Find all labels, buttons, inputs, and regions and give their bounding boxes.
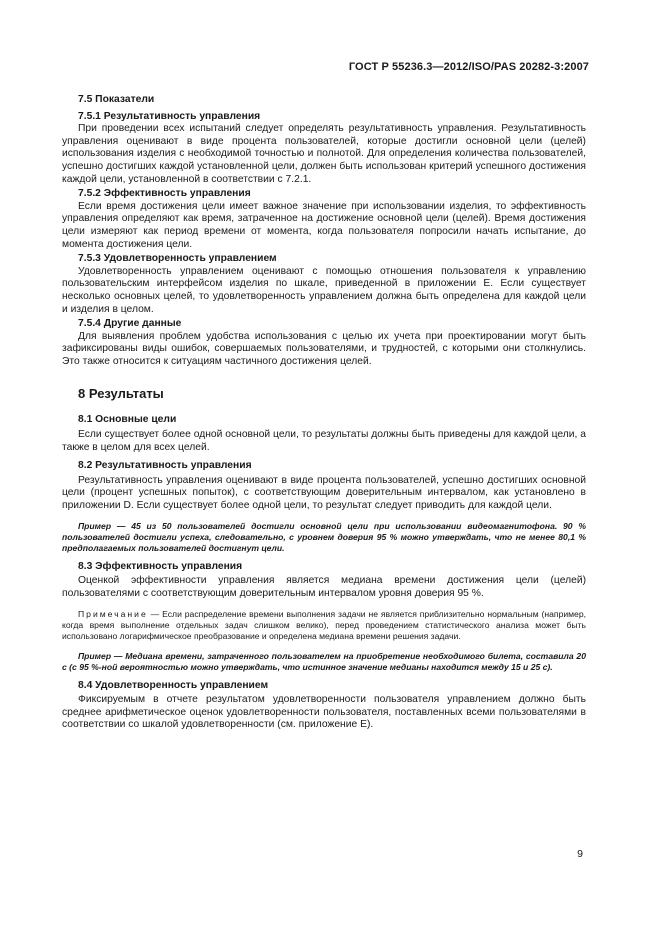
page-body [62,94,586,732]
section-7-5-4-text: Для выявления проблем удобства использования с целью их учета при проектировании могут быть зафиксированы виды ошибок, совершаемых пользователями, и трудностей, с которыми они столкнулись. Это также относится к ситуациям частичного достижения целей. [62,330,586,367]
section-8-2-title: 8.2 Результативность управления [78,460,252,472]
section-8-4-text: Фиксируемым в отчете результатом удовлетворенности пользователя управлением должно быть среднее арифметическое оценок удовлетворенности пользователя, поставленных всеми пользователями в соответствии со шкалой удовлетворенности (см. приложение Е). [62,694,586,731]
section-8-3-note [62,609,586,643]
section-7-5-title: 7.5 Показатели [78,94,155,105]
section-7-5-1-text: При проведении всех испытаний следует определять результативность управления. Результативность управления оценивают в виде процента пользователей, которые достигли основной цели (целей) использования изделия с необходимой точностью и полнотой. Для определения количества пользователей, успешно достигших каждой установленной цели, должен быть использован критерий успешного достижения каждой цели, установленной в соответствии с 7.2.1. [62,123,586,185]
section-7-5-1-title: 7.5.1 Результативность управления [78,110,261,122]
section-8-1-text: Если существует более одной основной цели, то результаты должны быть приведены для каждой цели, а также в целом для всех целей. [62,429,586,453]
section-8-3-text: Оценкой эффективности управления является медиана времени достижения цели (целей) пользователями с соответствующим доверительным интервалом уровня доверия 95 %. [62,575,586,600]
section-8-1-title: 8.1 Основные цели [78,414,177,426]
note-text: — Если распределение времени выполнения задачи не является приблизительно нормальным (например, когда время выполнение отдельных задач слишком велико), перед проведением статистического анализа может быть использовано логарифмическое преобразование и определена медиана времени решения задачи. [62,608,587,642]
section-7-5-3-title: 7.5.3 Удовлетворенность управлением [78,253,277,265]
section-7-5-3-text: Удовлетворенность управлением оценивают с помощью отношения пользователя к управлению пользовательским интерфейсом изделия по шкале, приведенной в приложении Е. Если существует несколько основных целей, то удовлетворенность управлением должна быть определена для каждой цели и изделия в целом. [62,265,586,315]
section-7-5-4-title: 7.5.4 Другие данные [78,318,182,330]
section-7-5-2-title: 7.5.2 Эффективность управления [78,188,251,200]
section-8-2-text: Результативность управления оценивают в виде процента пользователей, успешно достигших основной цели (процент успешных попыток), с соответствующим доверительным интервалом, как установлено в приложении D. Если существует более одной цели, то результат следует приводить для каждой цели. [62,474,586,512]
note-label: Примечание [78,608,148,619]
section-8-2-example: Пример — 45 из 50 пользователей достигли основной цели при использовании видеомагнитофона. 90 % пользователей достигли успеха, следовательно, с уровнем доверия 95 % можно утверждать, что не менее 80,1 % предполагаемых пользователей достигнут цели. [62,520,586,554]
section-7-5-2-text: Если время достижения цели имеет важное значение при использовании изделия, то эффективность управления определяют как время, затраченное на достижение основной цели (целей). Время достижения цели измеряют как период времени от момента, когда пользователя попросили начать испытание, до момента достижения цели. [62,200,586,250]
section-8-title: 8 Результаты [78,386,164,402]
page-number: 9 [577,848,583,860]
section-8-4-title: 8.4 Удовлетворенность управлением [78,679,269,691]
section-8-3-example: Пример — Медиана времени, затраченного пользователем на приобретение необходимого билета, составила 20 с (с 95 %-ной вероятностью можно утверждать, что истинное значение медианы находится между 15 и 25 с). [62,650,586,673]
document-header: ГОСТ Р 55236.3—2012/ISO/PAS 20282-3:2007 [348,61,589,73]
section-8-3-title: 8.3 Эффективность управления [78,560,243,572]
